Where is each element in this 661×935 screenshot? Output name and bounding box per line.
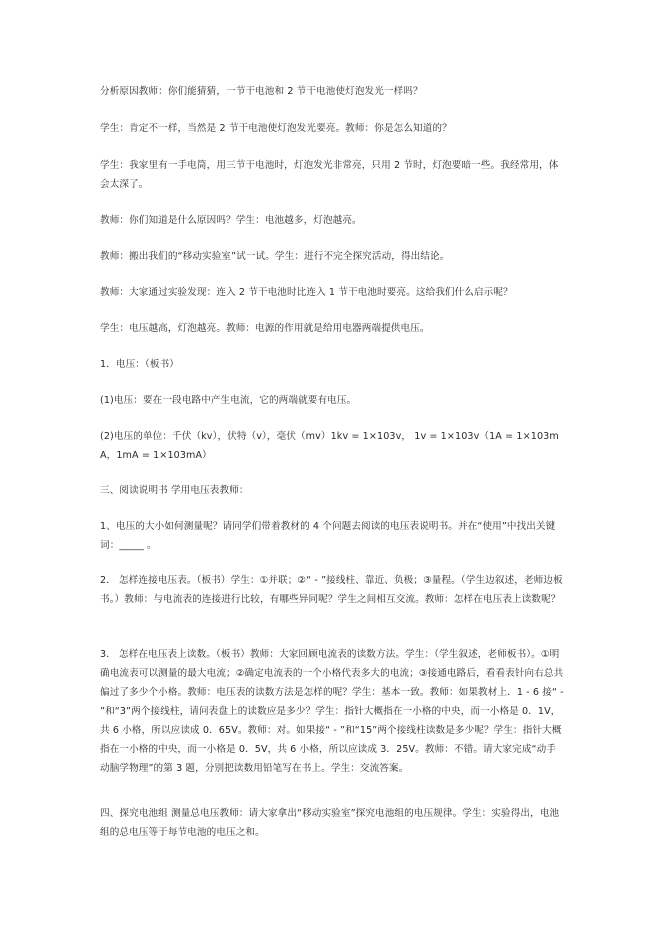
paragraph-14: 3． 怎样在电压表上读数。（板书）教师：大家回顾电流表的读数方法。学生：（学生叙述，老师板书）。①明确电流表可以测量的最大电流；②确定电流表的一个小格代表多大的电流；③接通电路后，看看表针向右总共偏过了多少个小格。教师：电压表的读数方法是怎样的呢？学生：基本一致。教师：如果教材上．1 - 6 接“ - ”和“3”两个接线柱，请问表盘上的读数应是多少？学生：指针大概指在一小格的中央，而一小格是 0．1V，共 6 小格，所以应读成 0．65V。教师：对。如果接“ - ”和“15”两个接线柱读数是多少呢？学生：指针大概指在一小格的中央，而一小格是 0．5V，共 6 小格，所以应读成 3．25V。教师：不错。请大家完成“动手动脑学物理”的第 3 题，分别把读数用铅笔写在书上。学生：交流答案。: [100, 649, 564, 774]
paragraph-15: 四、探究电池组 测量总电压教师：请大家拿出“移动实验室”探究电池组的电压规律。学生：实验得出，电池组的总电压等于每节电池的电压之和。: [100, 808, 560, 838]
paragraph-12: 1、电压的大小如何测量呢？请同学们带着教材的 4 个问题去阅读的电压表说明书。并在“使用”中找出关键词：_____ 。: [100, 521, 556, 551]
paragraph-1: 分析原因教师：你们能猜猜，一节干电池和 2 节干电池使灯泡发光一样吗？: [100, 86, 423, 97]
paragraph-7: 学生：电压越高，灯泡越亮。教师：电源的作用就是给用电器两端提供电压。: [100, 323, 430, 334]
paragraph-11: 三、阅读说明书 学用电压表教师：: [100, 485, 249, 496]
paragraph-6: 教师：大家通过实验发现：连入 2 节干电池时比连入 1 节干电池时要亮。这给我们什么启示呢？: [100, 287, 513, 298]
paragraph-5: 教师：搬出我们的“移动实验室”试一试。学生：进行不完全探究活动，得出结论。: [100, 251, 450, 262]
paragraph-8: 1．电压：（板书）: [100, 359, 179, 370]
paragraph-10: (2)电压的单位：千伏（kv），伏特（v），毫伏（mv）1kv = 1×103v， 1v = 1×103v（1A = 1×103mA，1mA = 1×103mA）: [100, 431, 559, 461]
paragraph-4: 教师：你们知道是什么原因吗？学生：电池越多，灯泡越亮。: [100, 215, 362, 226]
paragraph-9: (1)电压：要在一段电路中产生电流，它的两端就要有电压。: [100, 395, 357, 406]
paragraph-2: 学生：肯定不一样，当然是 2 节干电池使灯泡发光要亮。教师：你是怎么知道的？: [100, 123, 452, 134]
paragraph-3: 学生：我家里有一手电筒，用三节干电池时，灯泡发光非常亮，只用 2 节时，灯泡要暗一些。我经常用，体会太深了。: [100, 160, 559, 190]
paragraph-13: 2． 怎样连接电压表。（板书）学生：①并联；②“ - ”接线柱、靠近、负极；③量程。（学生边叙述，老师边板书。）教师：与电流表的连接进行比较，有哪些异同呢？学生之间相互交流。教师：怎样在电压表上读数呢？: [100, 575, 563, 605]
